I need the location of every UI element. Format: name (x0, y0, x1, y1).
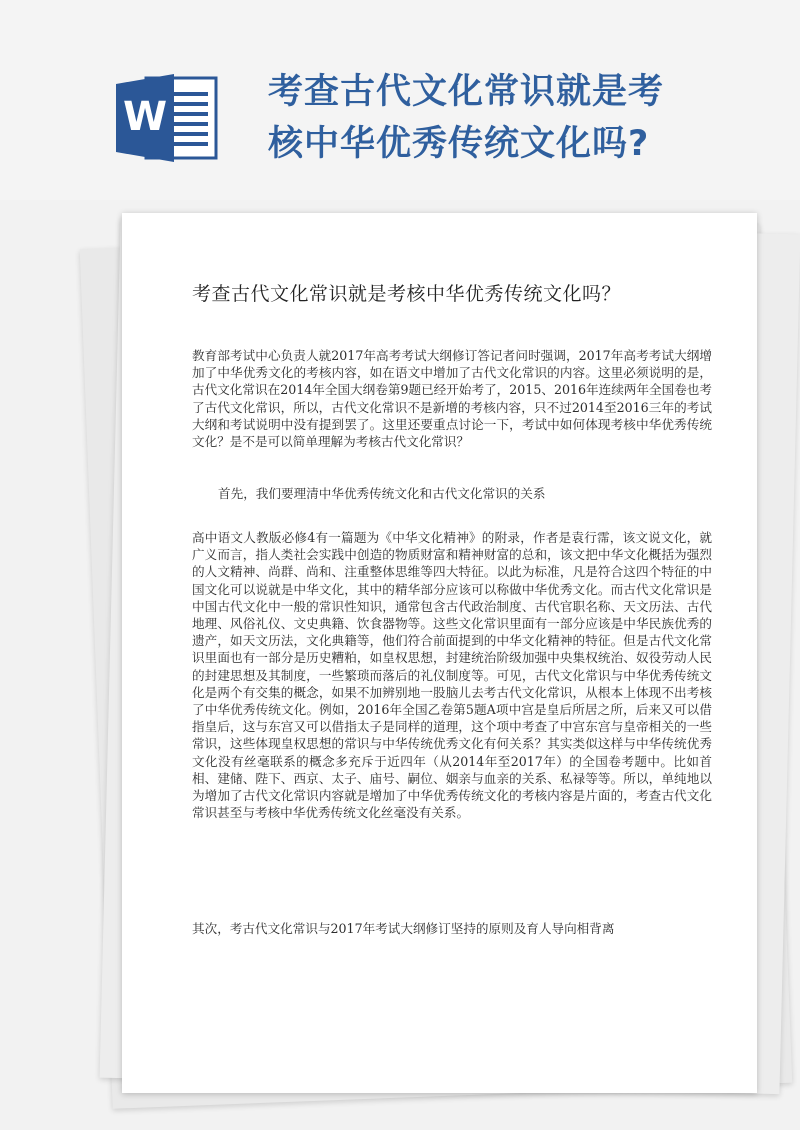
paragraph-body: 高中语文人教版必修4有一篇题为《中华文化精神》的附录，作者是袁行霈，该文说文化，就广义而言，指人类社会实践中创造的物质财富和精神财富的总和，该文把中华文化概括为强烈的人文精神、尚群、尚和、注重整体思维等四大特征。以此为标准，凡是符合这四个特征的中国文化可以说就是中华文化，其中的精华部分应该可以称做中华优秀文化。而古代文化常识是中国古代文化中一般的常识性知识，通常包含古代政治制度、古代官职名称、天文历法、古代地理、风俗礼仪、文史典籍、饮食器物等。这些文化常识里面有一部分应该是中华民族优秀的遗产，如天文历法，文化典籍等，他们符合前面提到的中华文化精神的特征。但是古代文化常识里面也有一部分是历史糟粕，如皇权思想，封建统治阶级加强中央集权统治、奴役劳动人民的封建思想及其制度，一些繁琐而落后的礼仪制度等。可见，古代文化常识与中华优秀传统文化是两个有交集的概念，如果不加辨别地一股脑儿去考古代文化常识，从根本上体现不出考核了中华优秀传统文化。例如，2016年全国乙卷第5题A项中宫是皇后所居之所，后来又可以借指皇后，这与东宫又可以借指太子是同样的道理，这个项中考查了中宫东宫与皇帝相关的一些常识，这些体现皇权思想的常识与中华传统优秀文化有何关系？其实类似这样与中华传统优秀文化没有丝毫联系的概念多充斥于近四年（从2014年至2017年）的全国卷考题中。比如首相、建储、陛下、西京、太子、庙号、嗣位、姻亲与血亲的关系、私禄等等。所以，单纯地以为增加了古代文化常识内容就是增加了中华优秀传统文化的考核内容是片面的，考查古代文化常识甚至与考核中华优秀传统文化丝毫没有关系。 (192, 530, 712, 821)
paragraph-first-point: 首先，我们要理清中华优秀传统文化和古代文化常识的关系 (218, 486, 546, 501)
paragraph-intro: 教育部考试中心负责人就2017年高考考试大纲修订答记者问时强调，2017年高考考试大纲增加了中华优秀文化的考核内容，如在语文中增加了古代文化常识的内容。这里必须说明的是，古代文化常识在2014年全国大纲卷第9题已经开始考了，2015、2016年连续两年全国卷也考了古代文化常识，所以，古代文化常识不是新增的考核内容，只不过2014至2016三年的考试大纲和考试说明中没有提到罢了。这里还要重点讨论一下，考试中如何体现考核中华优秀传统文化？是不是可以简单理解为考核古代文化常识？ (192, 348, 712, 450)
document-page[interactable] (122, 213, 757, 1093)
document-title: 考查古代文化常识就是考核中华优秀传统文化吗？ (192, 283, 622, 305)
word-doc-icon (116, 74, 224, 162)
word-logo-letter: W (122, 94, 168, 140)
paragraph-second-point: 其次，考古代文化常识与2017年考试大纲修订坚持的原则及育人导向相背离 (192, 921, 615, 936)
page-title: 考查古代文化常识就是考核中华优秀传统文化吗? (268, 72, 665, 164)
header (0, 0, 800, 200)
